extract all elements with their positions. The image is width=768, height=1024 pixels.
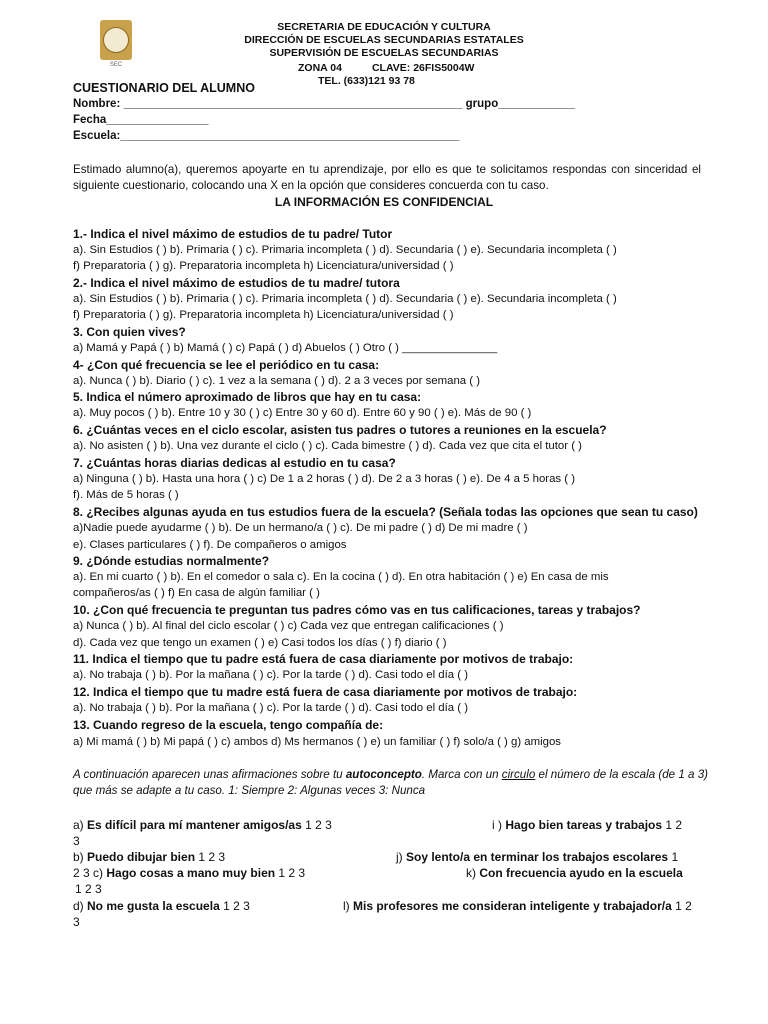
question-9-options[interactable]: a). En mi cuarto ( ) b). En el comedor o sala c). En la cocina ( ) d). En otra habitación ( ) e) En casa de mis (73, 571, 609, 583)
question-11-options[interactable]: a). No trabaja ( ) b). Por la mañana ( ) c). Por la tarde ( ) d). Casi todo el día ( ) (73, 669, 469, 681)
question-7-options[interactable]: a) Ninguna ( ) b). Hasta una hora ( ) c) De 1 a 2 horas ( ) d). De 2 a 3 horas ( ) e). De 4 a 5 horas ( ) (73, 473, 576, 485)
question-8: 8. ¿Recibes algunas ayuda en tus estudios fuera de la escuela? (Señala todas las opciones que sean tu caso) (73, 505, 698, 519)
instruction-text: el número de la escala (de 1 a 3) (535, 768, 708, 781)
header-line-2: DIRECCIÓN DE ESCUELAS SECUNDARIAS ESTATALES (244, 34, 524, 46)
scale-item-k[interactable] (466, 865, 683, 881)
instruction-underline: circulo (501, 768, 536, 781)
question-9: 9. ¿Dónde estudias normalmente? (73, 554, 270, 568)
question-1-options[interactable]: f) Preparatoria ( ) g). Preparatoria incompleta h) Licenciatura/universidad ( ) (73, 260, 454, 272)
question-13: 13. Cuando regreso de la escuela, tengo compañía de: (73, 718, 384, 732)
item-statement: Hago cosas a mano muy bien (106, 866, 276, 880)
header-tel: TEL. (633)121 93 78 (318, 75, 415, 87)
item-prefix: j) (396, 850, 406, 864)
confidential-notice: LA INFORMACIÓN ES CONFIDENCIAL (274, 195, 494, 209)
zone-text: ZONA 04 (298, 62, 342, 74)
question-6: 6. ¿Cuántas veces en el ciclo escolar, asisten tus padres o tutores a reuniones en la escuela? (73, 423, 607, 437)
item-prefix: k) (466, 866, 480, 880)
instruction-bold: autoconcepto (345, 768, 422, 781)
question-2-options[interactable]: f) Preparatoria ( ) g). Preparatoria incompleta h) Licenciatura/universidad ( ) (73, 309, 454, 321)
date-field[interactable]: Fecha________________ (73, 114, 209, 126)
item-statement: Hago bien tareas y trabajos (505, 818, 663, 832)
question-7: 7. ¿Cuántas horas diarias dedicas al estudio en tu casa? (73, 456, 396, 470)
question-9-options[interactable]: compañeros/as ( ) f) En casa de algún familiar ( ) (73, 587, 320, 599)
question-1: 1.- Indica el nivel máximo de estudios de tu padre/ Tutor (73, 227, 393, 241)
question-6-options[interactable]: a). No asisten ( ) b). Una vez durante el ciclo ( ) c). Cada bimestre ( ) d). Cada vez que cita el tutor ( ) (73, 440, 582, 452)
question-2: 2.- Indica el nivel máximo de estudios de tu madre/ tutora (73, 276, 400, 290)
item-scale-numbers[interactable]: 1 (668, 850, 679, 864)
item-scale-numbers[interactable]: 1 2 3 (301, 818, 332, 832)
item-prefix: i ) (492, 818, 506, 832)
logo-tag: SEC (109, 62, 123, 68)
item-scale-numbers[interactable]: 1 2 (671, 899, 692, 913)
form-title: CUESTIONARIO DEL ALUMNO (73, 81, 255, 95)
question-12-options[interactable]: a). No trabaja ( ) b). Por la mañana ( ) c). Por la tarde ( ) d). Casi todo el día ( ) (73, 702, 469, 714)
item-statement: Soy lento/a en terminar los trabajos escolares (406, 850, 669, 864)
question-11: 11. Indica el tiempo que tu padre está fuera de casa diariamente por motivos de trabajo: (73, 652, 574, 666)
header-line-3: SUPERVISIÓN DE ESCUELAS SECUNDARIAS (269, 47, 499, 59)
question-2-options[interactable]: a). Sin Estudios ( ) b). Primaria ( ) c). Primaria incompleta ( ) d). Secundaria ( ) e). Secundaria incompleta ( ) (73, 293, 617, 305)
scale-item-c[interactable] (73, 865, 305, 881)
header-zone (298, 62, 474, 74)
item-prefix: d) (73, 899, 88, 913)
question-4-options[interactable]: a). Nunca ( ) b). Diario ( ) c). 1 vez a la semana ( ) d). 2 a 3 veces por semana ( ) (73, 375, 481, 387)
item-scale-numbers[interactable]: 1 2 (662, 818, 683, 832)
question-4: 4- ¿Con qué frecuencia se lee el periódico en tu casa: (73, 358, 380, 372)
scale-instruction-line-2: que más se adapte a tu caso. 1: Siempre 2: Algunas veces 3: Nunca (73, 784, 426, 797)
clave-text: CLAVE: 26FIS5004W (371, 62, 475, 74)
school-field[interactable]: Escuela:_____________________________________________________ (73, 130, 460, 142)
question-10: 10. ¿Con qué frecuencia te preguntan tus padres cómo vas en tus calificaciones, tareas y trabajos? (73, 603, 641, 617)
item-prefix: 2 3 c) (73, 866, 107, 880)
question-3: 3. Con quien vives? (73, 325, 186, 339)
instruction-text: . Marca con un (421, 768, 502, 781)
scale-item-b[interactable] (73, 849, 225, 865)
item-prefix: b) (73, 850, 88, 864)
question-10-options[interactable]: d). Cada vez que tengo un examen ( ) e) Casi todos los días ( ) f) diario ( ) (73, 637, 447, 649)
question-1-options[interactable]: a). Sin Estudios ( ) b). Primaria ( ) c). Primaria incompleta ( ) d). Secundaria ( ) e). Secundaria incompleta ( ) (73, 244, 617, 256)
question-8-options[interactable]: a)Nadie puede ayudarme ( ) b). De un hermano/a ( ) c). De mi padre ( ) d) De mi madre ( ) (73, 522, 528, 534)
instruction-text: A continuación aparecen unas afirmaciones sobre tu (73, 768, 346, 781)
item-statement: Es difícil para mí mantener amigos/as (87, 818, 302, 832)
scale-item-d[interactable] (73, 898, 250, 914)
scale-item-i[interactable] (492, 817, 682, 833)
question-12: 12. Indica el tiempo que tu madre está fuera de casa diariamente por motivos de trabajo: (73, 685, 578, 699)
item-statement: No me gusta la escuela (87, 899, 220, 913)
item-prefix: a) (73, 818, 88, 832)
scale-wrap-number[interactable]: 3 (73, 834, 80, 848)
intro-paragraph: Estimado alumno(a), queremos apoyarte en tu aprendizaje, por ello es que te solicitamos respondas con sinceridad el siguiente cuestionario, colocando una X en la opción que consideres concuerda con tu caso. (73, 163, 701, 192)
item-prefix: l) (343, 899, 353, 913)
scale-item-a[interactable] (73, 817, 332, 833)
question-8-options[interactable]: e). Clases particulares ( ) f). De compañeros o amigos (73, 539, 347, 551)
question-3-options[interactable]: a) Mamá y Papá ( ) b) Mamá ( ) c) Papá ( ) d) Abuelos ( ) Otro ( ) _______________ (73, 342, 498, 354)
question-10-options[interactable]: a) Nunca ( ) b). Al final del ciclo escolar ( ) c) Cada vez que entregan calificaciones ( ) (73, 620, 504, 632)
question-5: 5. Indica el número aproximado de libros que hay en tu casa: (73, 390, 422, 404)
scale-instruction-line-1 (73, 767, 708, 783)
scale-wrap-number[interactable]: 1 2 3 (75, 882, 102, 896)
name-field[interactable]: Nombre: _____________________________________________________ grupo____________ (73, 98, 575, 110)
header-line-1: SECRETARIA DE EDUCACIÓN Y CULTURA (277, 21, 491, 33)
item-statement: Con frecuencia ayudo en la escuela (479, 866, 683, 880)
question-5-options[interactable]: a). Muy pocos ( ) b). Entre 10 y 30 ( ) c) Entre 30 y 60 d). Entre 60 y 90 ( ) e). Más de 90 ( ) (73, 407, 532, 419)
item-statement: Puedo dibujar bien (87, 850, 196, 864)
scale-wrap-number[interactable]: 3 (73, 915, 80, 929)
item-scale-numbers[interactable]: 1 2 3 (195, 850, 226, 864)
item-scale-numbers[interactable]: 1 2 3 (219, 899, 250, 913)
scale-item-j[interactable] (396, 849, 678, 865)
scale-item-l[interactable] (343, 898, 692, 914)
question-13-options[interactable]: a) Mi mamá ( ) b) Mi papá ( ) c) ambos d) Ms hermanos ( ) e) un familiar ( ) f) solo/a ( ) g) amigos (73, 736, 562, 748)
item-scale-numbers[interactable]: 1 2 3 (275, 866, 306, 880)
question-7-options[interactable]: f). Más de 5 horas ( ) (73, 489, 179, 501)
item-statement: Mis profesores me consideran inteligente y trabajador/a (353, 899, 672, 913)
